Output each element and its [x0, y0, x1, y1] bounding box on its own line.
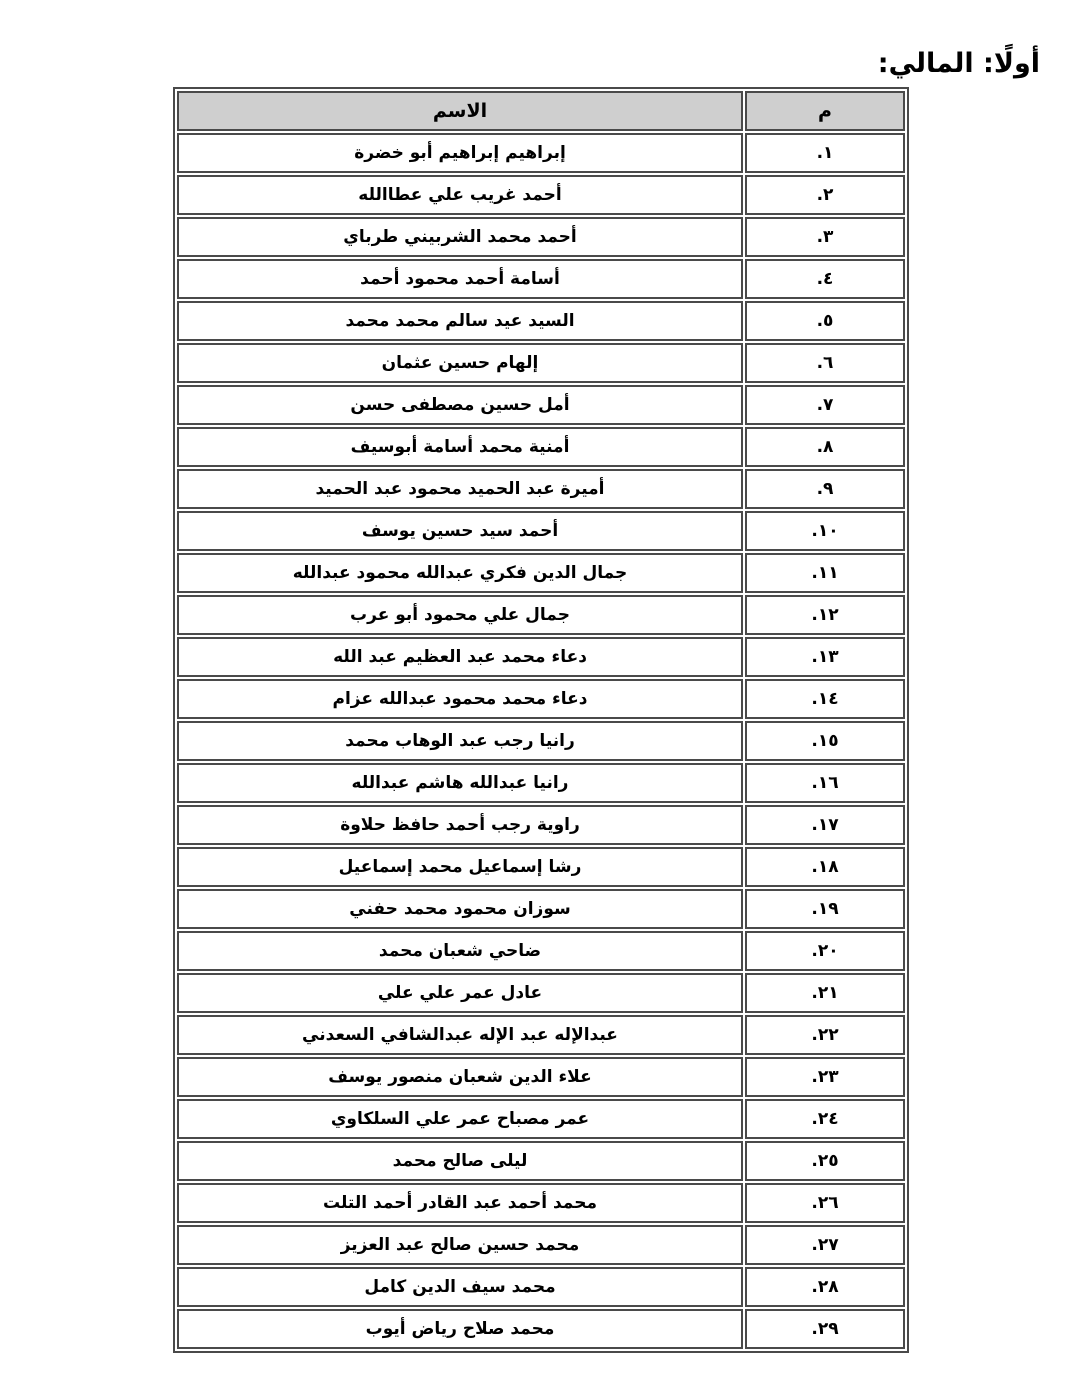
table-row [177, 805, 905, 845]
row-name: محمد سيف الدين كامل [177, 1267, 743, 1307]
row-number: ١٠. [745, 511, 905, 551]
row-number: ١١. [745, 553, 905, 593]
row-number: ٢١. [745, 973, 905, 1013]
table-row [177, 1225, 905, 1265]
row-number: ٢٣. [745, 1057, 905, 1097]
table-row [177, 217, 905, 257]
row-name: رشا إسماعيل محمد إسماعيل [177, 847, 743, 887]
row-number: ٢٩. [745, 1309, 905, 1349]
row-number: ٢٥. [745, 1141, 905, 1181]
table-row [177, 175, 905, 215]
table-row [177, 889, 905, 929]
row-name: عبدالإله عبد الإله عبدالشافي السعدني [177, 1015, 743, 1055]
row-name: أمنية محمد أسامة أبوسيف [177, 427, 743, 467]
row-name: عمر مصباح عمر علي السلكاوي [177, 1099, 743, 1139]
table-row [177, 1309, 905, 1349]
table-row [177, 679, 905, 719]
row-name: أحمد غريب علي عطاالله [177, 175, 743, 215]
table-row [177, 427, 905, 467]
table-row [177, 721, 905, 761]
table-row [177, 259, 905, 299]
table-row [177, 301, 905, 341]
row-number: ٢. [745, 175, 905, 215]
row-number: ٣. [745, 217, 905, 257]
row-number: ٢٧. [745, 1225, 905, 1265]
row-number: ٨. [745, 427, 905, 467]
table-row [177, 553, 905, 593]
table-row [177, 1183, 905, 1223]
row-number: ١٦. [745, 763, 905, 803]
row-name: السيد عيد سالم محمد محمد [177, 301, 743, 341]
table-row [177, 1267, 905, 1307]
row-name: أمل حسين مصطفى حسن [177, 385, 743, 425]
names-table [173, 87, 909, 1353]
row-name: ليلى صالح محمد [177, 1141, 743, 1181]
row-name: محمد حسين صالح عبد العزيز [177, 1225, 743, 1265]
row-number: ١٤. [745, 679, 905, 719]
row-name: أميرة عبد الحميد محمود عبد الحميد [177, 469, 743, 509]
table-row [177, 637, 905, 677]
row-name: إلهام حسين عثمان [177, 343, 743, 383]
row-name: محمد أحمد عبد القادر أحمد التلت [177, 1183, 743, 1223]
table-row [177, 469, 905, 509]
row-name: دعاء محمد محمود عبدالله عزام [177, 679, 743, 719]
table-row [177, 931, 905, 971]
row-name: علاء الدين شعبان منصور يوسف [177, 1057, 743, 1097]
row-number: ٤. [745, 259, 905, 299]
row-number: ١٣. [745, 637, 905, 677]
table-row [177, 1099, 905, 1139]
table-row [177, 763, 905, 803]
table-row [177, 1015, 905, 1055]
row-number: ٩. [745, 469, 905, 509]
row-number: ١. [745, 133, 905, 173]
table-row [177, 847, 905, 887]
row-name: راوية رجب أحمد حافظ حلاوة [177, 805, 743, 845]
row-number: ٢٨. [745, 1267, 905, 1307]
row-name: جمال علي محمود أبو عرب [177, 595, 743, 635]
row-number: ٢٠. [745, 931, 905, 971]
table-body [177, 133, 905, 1349]
row-number: ١٥. [745, 721, 905, 761]
row-number: ١٢. [745, 595, 905, 635]
row-number: ١٩. [745, 889, 905, 929]
row-name: دعاء محمد عبد العظيم عبد الله [177, 637, 743, 677]
row-name: أحمد محمد الشربيني طرباي [177, 217, 743, 257]
row-number: ٥. [745, 301, 905, 341]
row-name: إبراهيم إبراهيم أبو خضرة [177, 133, 743, 173]
row-name: أسامة أحمد محمود أحمد [177, 259, 743, 299]
row-name: سوزان محمود محمد حفني [177, 889, 743, 929]
row-number: ٢٤. [745, 1099, 905, 1139]
table-row [177, 1057, 905, 1097]
table-header-row [177, 91, 905, 131]
row-name: عادل عمر علي علي [177, 973, 743, 1013]
row-number: ٦. [745, 343, 905, 383]
table-row [177, 133, 905, 173]
column-header-name: الاسم [177, 91, 743, 131]
row-name: رانيا عبدالله هاشم عبدالله [177, 763, 743, 803]
names-table-container [173, 87, 903, 1353]
row-number: ١٧. [745, 805, 905, 845]
row-name: ضاحي شعبان محمد [177, 931, 743, 971]
column-header-number: م [745, 91, 905, 131]
table-row [177, 1141, 905, 1181]
row-name: جمال الدين فكري عبدالله محمود عبدالله [177, 553, 743, 593]
row-number: ٢٦. [745, 1183, 905, 1223]
row-number: ٢٢. [745, 1015, 905, 1055]
section-title: أولًا: المالي: [877, 48, 1040, 79]
table-row [177, 343, 905, 383]
row-name: رانيا رجب عبد الوهاب محمد [177, 721, 743, 761]
table-row [177, 973, 905, 1013]
table-row [177, 385, 905, 425]
row-number: ١٨. [745, 847, 905, 887]
row-number: ٧. [745, 385, 905, 425]
row-name: محمد صلاح رياض أيوب [177, 1309, 743, 1349]
table-row [177, 595, 905, 635]
table-row [177, 511, 905, 551]
row-name: أحمد سيد حسين يوسف [177, 511, 743, 551]
